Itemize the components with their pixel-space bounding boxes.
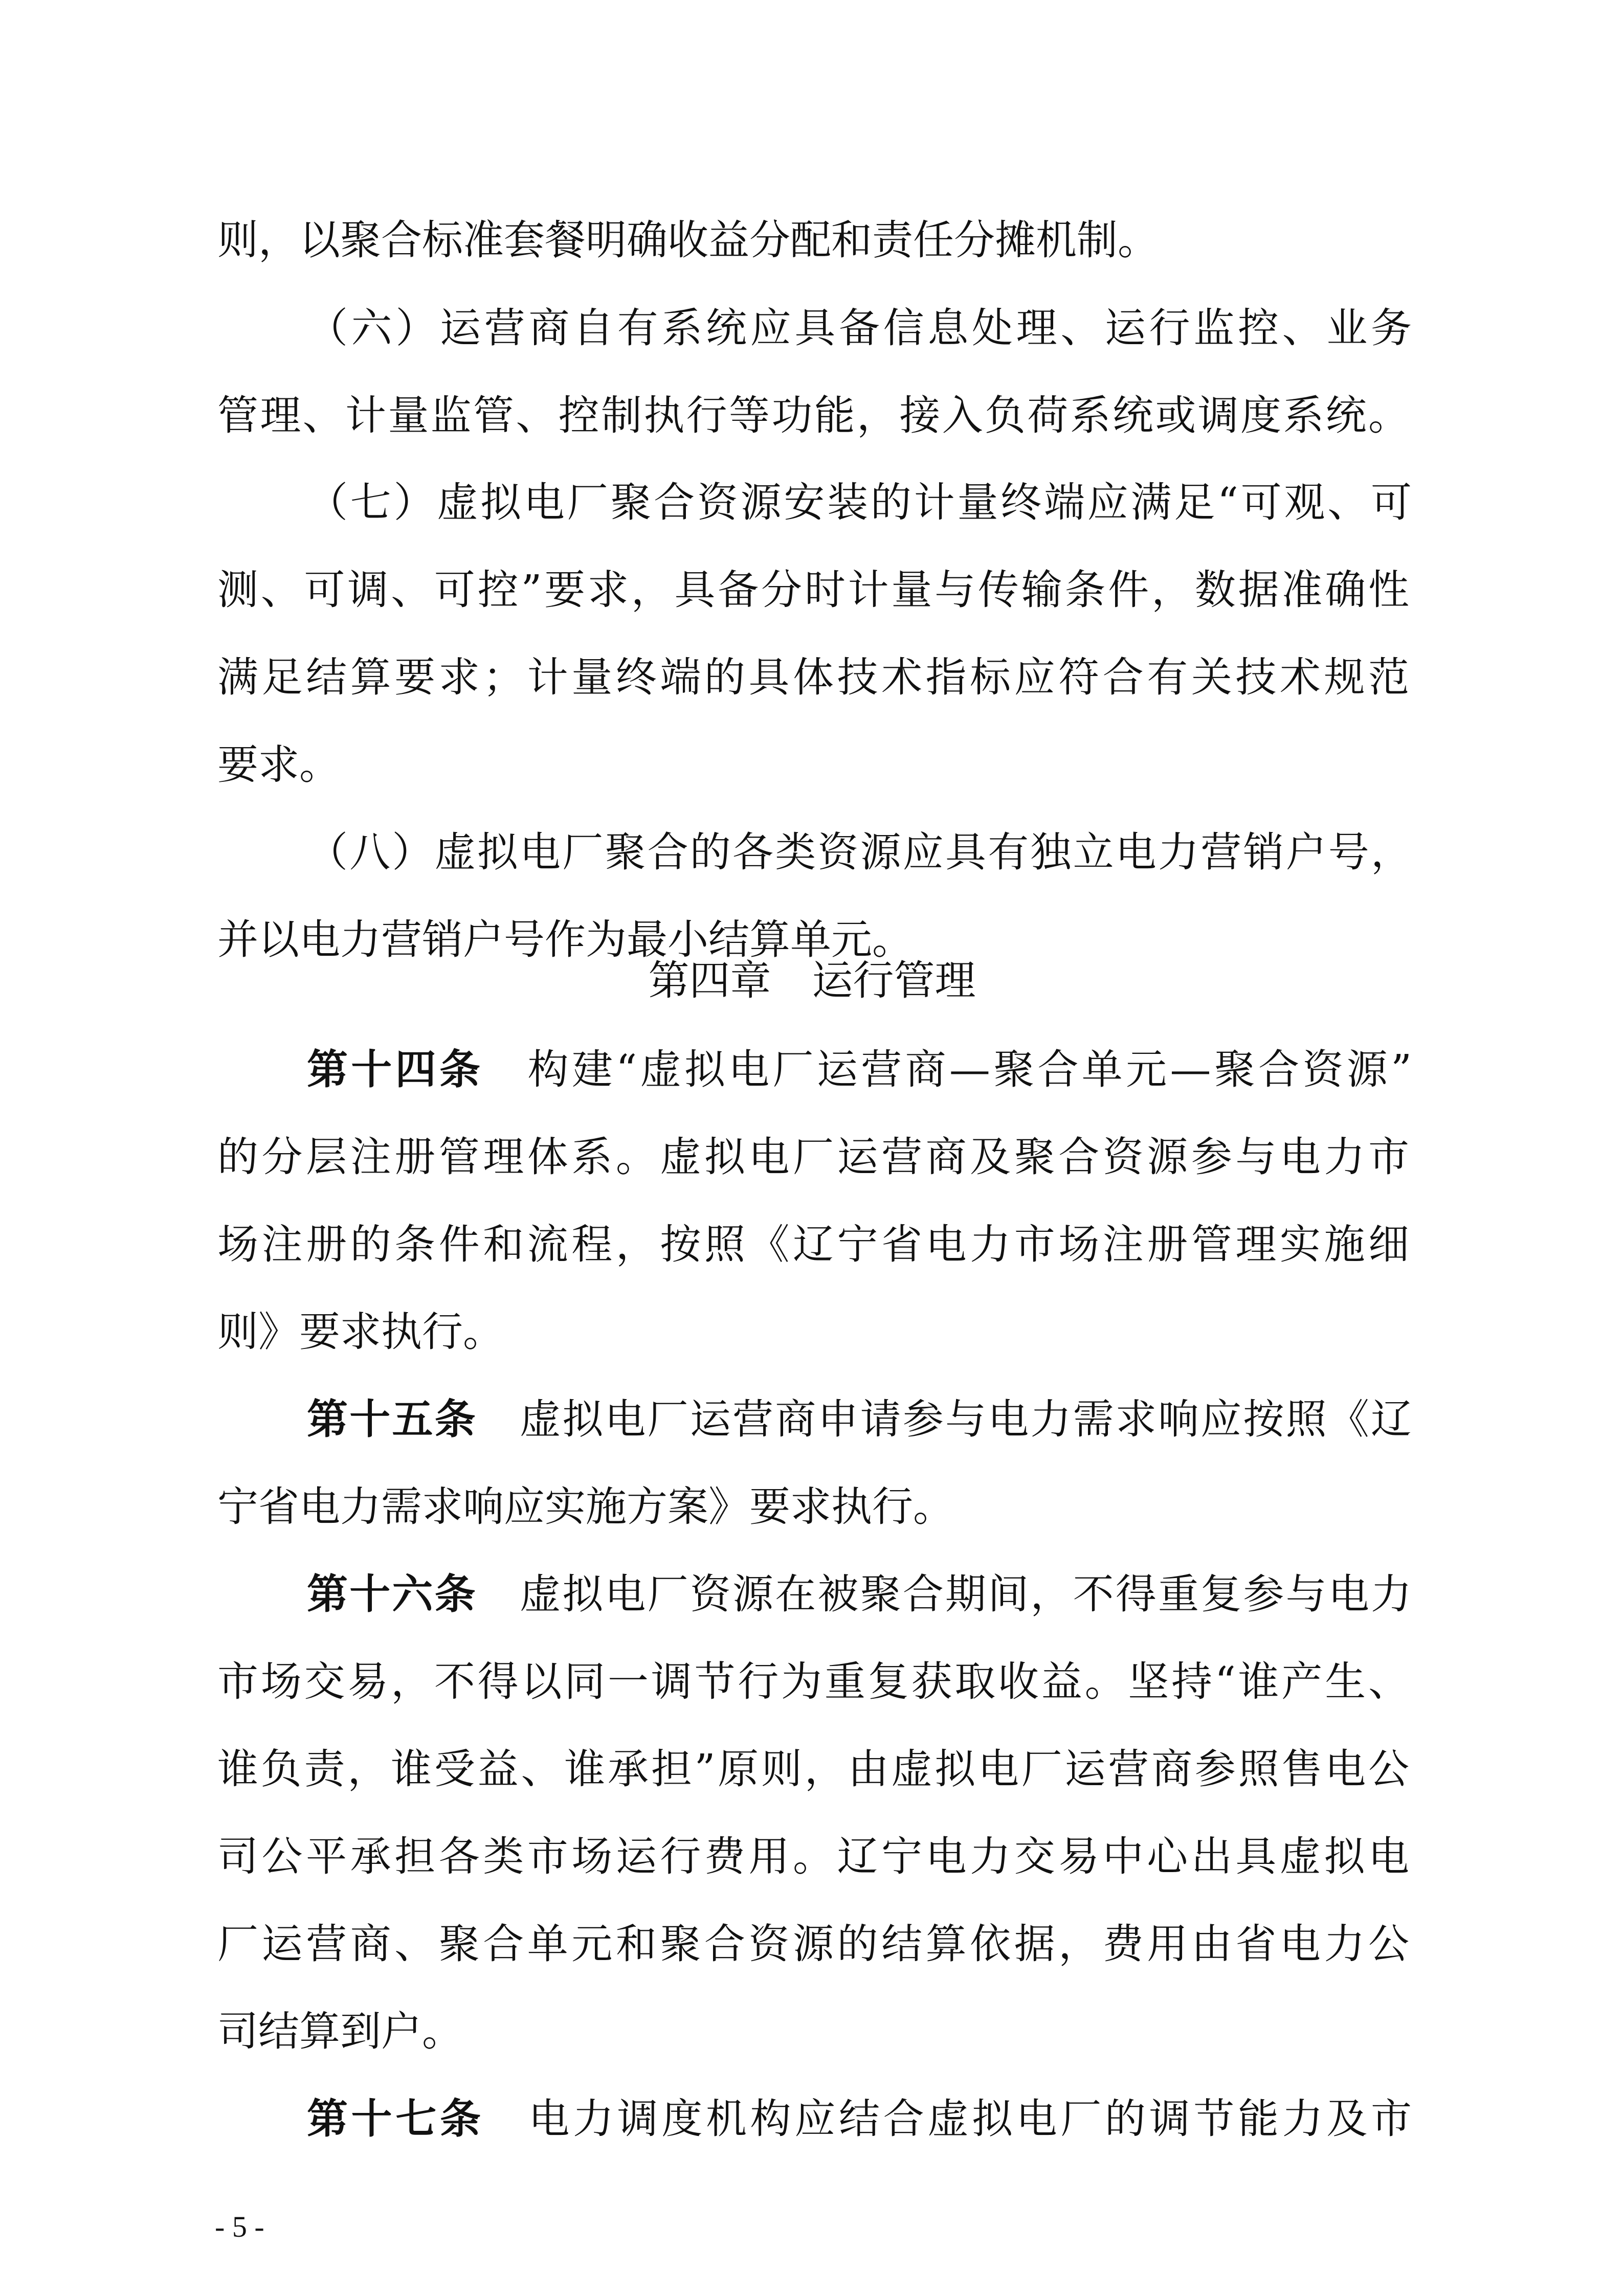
article-label: 第十四条: [307, 1046, 484, 1093]
text-line: 的分层注册管理体系。虚拟电厂运营商及聚合资源参与电力市: [217, 1133, 1409, 1181]
text-line: 市场交易，不得以同一调节行为重复获取收益。坚持“谁产生、: [217, 1658, 1409, 1705]
article-label: 第十五条: [307, 1395, 477, 1443]
text-line: 满足结算要求；计量终端的具体技术指标应符合有关技术规范: [217, 654, 1409, 701]
article-label: 第十六条: [307, 1570, 477, 1618]
text-line: 司结算到户。: [217, 2008, 463, 2055]
text-line: 宁省电力需求响应实施方案》要求执行。: [217, 1483, 954, 1530]
article-14-first-line: [307, 1045, 1412, 1094]
text-line: 则》要求执行。: [217, 1308, 504, 1356]
text-line: 司公平承担各类市场运行费用。辽宁电力交易中心出具虚拟电: [217, 1833, 1409, 1880]
article-17-first-line: [307, 2095, 1412, 2144]
article-label: 第十七条: [307, 2095, 484, 2143]
article-text: 电力调度机构应结合虚拟电厂的调节能力及市: [528, 2095, 1412, 2143]
page-number: - 5 -: [215, 2210, 264, 2243]
text-line: 要求。: [217, 741, 340, 789]
text-line: （八）虚拟电厂聚合的各类资源应具有独立电力营销户号，: [307, 828, 1412, 876]
chapter-heading: [0, 956, 1624, 1005]
article-text: 构建“虚拟电厂运营商—聚合单元—聚合资源”: [527, 1046, 1412, 1093]
article-text: 虚拟电厂资源在被聚合期间，不得重复参与电力: [520, 1570, 1412, 1618]
text-line: 则，以聚合标准套餐明确收益分配和责任分摊机制。: [217, 216, 1159, 264]
article-15-first-line: [307, 1395, 1412, 1444]
chapter-title: 运行管理: [812, 957, 976, 1004]
text-line: （六）运营商自有系统应具备信息处理、运行监控、业务: [307, 304, 1412, 352]
article-text: 虚拟电厂运营商申请参与电力需求响应按照《辽: [520, 1395, 1412, 1443]
text-line: 并以电力营销户号作为最小结算单元。: [217, 916, 913, 963]
text-line: （七）虚拟电厂聚合资源安装的计量终端应满足“可观、可: [307, 479, 1412, 526]
text-line: 谁负责，谁受益、谁承担”原则，由虚拟电厂运营商参照售电公: [217, 1745, 1409, 1793]
article-16-first-line: [307, 1570, 1412, 1619]
text-line: 测、可调、可控”要求，具备分时计量与传输条件，数据准确性: [217, 566, 1409, 614]
text-line: 场注册的条件和流程，按照《辽宁省电力市场注册管理实施细: [217, 1221, 1409, 1268]
chapter-number: 第四章: [648, 957, 771, 1004]
text-line: 厂运营商、聚合单元和聚合资源的结算依据，费用由省电力公: [217, 1920, 1409, 1968]
text-line: 管理、计量监管、控制执行等功能，接入负荷系统或调度系统。: [217, 392, 1409, 439]
